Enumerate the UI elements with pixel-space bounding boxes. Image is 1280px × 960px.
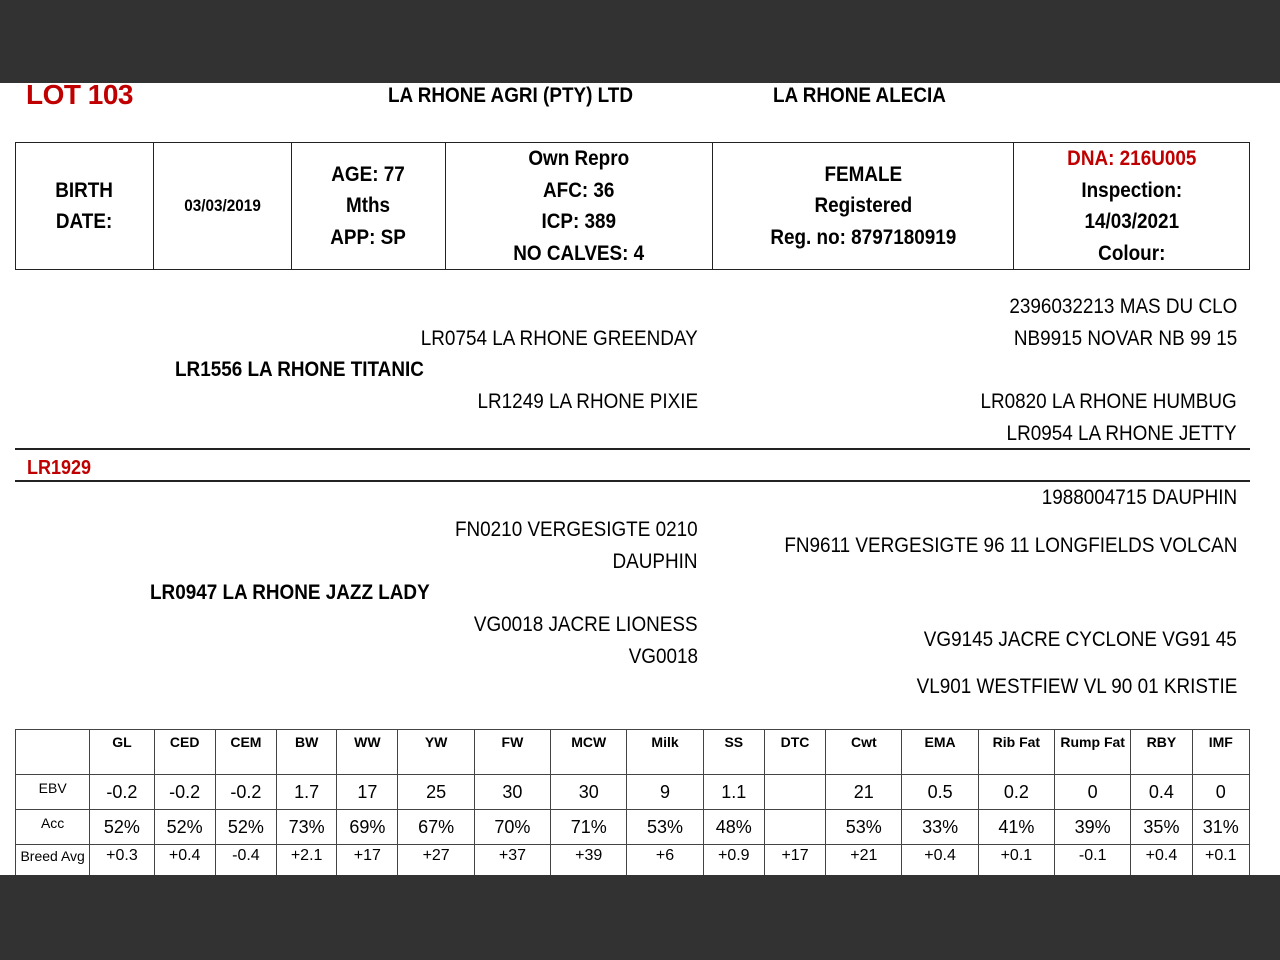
pedigree-sds: LR0820 LA RHONE HUMBUG — [980, 390, 1237, 413]
ebv-cell: 31% — [1192, 810, 1249, 845]
ebv-cell: -0.2 — [154, 775, 215, 810]
ebv-header-ss: SS — [703, 730, 764, 775]
ebv-cell: 0.4 — [1131, 775, 1192, 810]
ebv-cell: +0.4 — [154, 845, 215, 876]
dam-dam-line-2: VG0018 — [628, 645, 698, 668]
ebv-cell: 53% — [627, 810, 703, 845]
ebv-cell: 33% — [902, 810, 978, 845]
ebv-cell: -0.4 — [215, 845, 276, 876]
ebv-row-label: EBV — [16, 775, 90, 810]
ebv-cell: 0 — [1055, 775, 1131, 810]
birth-date-label: BIRTH DATE: — [16, 143, 154, 270]
registration-cell: FEMALE Registered Reg. no: 8797180919 — [713, 143, 1014, 270]
sire: LR1556 LA RHONE TITANIC — [175, 358, 424, 381]
pedigree-ssd: NB9915 NOVAR NB 99 15 — [1013, 327, 1237, 350]
ebv-cell: -0.1 — [1055, 845, 1131, 876]
ebv-cell: +27 — [398, 845, 474, 876]
pedigree-dds: VG9145 JACRE CYCLONE VG91 45 — [923, 628, 1237, 651]
ebv-cell: 0 — [1192, 775, 1249, 810]
ebv-cell: 17 — [337, 775, 398, 810]
ebv-cell: +21 — [826, 845, 902, 876]
ebv-header-cem: CEM — [215, 730, 276, 775]
dam-sire-line-1: FN0210 VERGESIGTE 0210 — [455, 518, 698, 541]
pedigree-sdd: LR0954 LA RHONE JETTY — [1006, 422, 1237, 445]
ebv-header-fw: FW — [474, 730, 550, 775]
ebv-row-ebv — [16, 775, 1250, 810]
ebv-cell: +37 — [474, 845, 550, 876]
ebv-header-bw: BW — [277, 730, 337, 775]
ebv-cell: 1.1 — [703, 775, 764, 810]
ebv-cell: +6 — [627, 845, 703, 876]
ebv-cell: +17 — [764, 845, 825, 876]
ebv-cell: +2.1 — [277, 845, 337, 876]
ebv-cell: 35% — [1131, 810, 1192, 845]
ebv-cell: 0.2 — [978, 775, 1054, 810]
ebv-header-ww: WW — [337, 730, 398, 775]
dam-dam-line-1: VG0018 JACRE LIONESS — [474, 613, 698, 636]
ebv-header-rib-fat: Rib Fat — [978, 730, 1054, 775]
ebv-cell — [764, 775, 825, 810]
animal-name: LA RHONE ALECIA — [773, 84, 946, 107]
ebv-cell: +0.1 — [978, 845, 1054, 876]
ebv-header-milk: Milk — [627, 730, 703, 775]
ebv-cell: 0.5 — [902, 775, 978, 810]
ebv-row-label: Acc — [16, 810, 90, 845]
ebv-cell: +0.9 — [703, 845, 764, 876]
ebv-header-gl: GL — [90, 730, 154, 775]
ebv-header-rby: RBY — [1131, 730, 1192, 775]
ebv-cell: 30 — [551, 775, 627, 810]
ebv-cell: 53% — [826, 810, 902, 845]
dam-sire-line-2: DAUPHIN — [612, 550, 698, 573]
sire-sire: LR0754 LA RHONE GREENDAY — [421, 327, 698, 350]
ebv-cell: +17 — [337, 845, 398, 876]
age-cell: AGE: 77 Mths APP: SP — [292, 143, 446, 270]
dna-value: DNA: 216U005 — [1066, 147, 1197, 170]
dna-inspection-cell: DNA: 216U005 Inspection: 14/03/2021 Colour: — [1014, 143, 1250, 270]
ebv-table — [15, 729, 1250, 875]
pedigree-sss: 2396032213 MAS DU CLO — [1009, 295, 1237, 318]
divider-top — [15, 448, 1250, 450]
ebv-header-yw: YW — [398, 730, 474, 775]
ebv-header-ema: EMA — [902, 730, 978, 775]
ebv-header-dtc: DTC — [764, 730, 825, 775]
ebv-cell: 70% — [474, 810, 550, 845]
ebv-cell: 52% — [154, 810, 215, 845]
ebv-cell: 52% — [215, 810, 276, 845]
pedigree-dsd: FN9611 VERGESIGTE 96 11 LONGFIELDS VOLCAN — [783, 534, 1237, 557]
ebv-header-ced: CED — [154, 730, 215, 775]
ebv-cell: 30 — [474, 775, 550, 810]
ebv-cell: +0.4 — [1131, 845, 1192, 876]
ebv-cell: 69% — [337, 810, 398, 845]
ebv-row-label: Breed Avg — [16, 845, 90, 876]
ebv-cell: 1.7 — [277, 775, 337, 810]
ebv-header-mcw: MCW — [551, 730, 627, 775]
birth-date-value: 03/03/2019 — [154, 143, 292, 270]
ebv-cell: 41% — [978, 810, 1054, 845]
ebv-cell: -0.2 — [90, 775, 154, 810]
ebv-cell: 21 — [826, 775, 902, 810]
lot-number: LOT 103 — [26, 83, 133, 110]
ebv-cell: 39% — [1055, 810, 1131, 845]
ebv-cell: 25 — [398, 775, 474, 810]
pedigree-ddd: VL901 WESTFIEW VL 90 01 KRISTIE — [916, 675, 1237, 698]
ebv-corner-cell — [16, 730, 90, 775]
repro-cell: Own Repro AFC: 36 ICP: 389 NO CALVES: 4 — [446, 143, 713, 270]
lot-sheet — [0, 83, 1280, 875]
ebv-cell: +0.1 — [1192, 845, 1249, 876]
ebv-cell: -0.2 — [215, 775, 276, 810]
dam: LR0947 LA RHONE JAZZ LADY — [150, 581, 430, 604]
owner-name: LA RHONE AGRI (PTY) LTD — [388, 84, 633, 107]
info-table — [15, 142, 1250, 270]
ebv-cell: +0.3 — [90, 845, 154, 876]
ebv-cell: 48% — [703, 810, 764, 845]
ebv-cell — [764, 810, 825, 845]
ebv-header-cwt: Cwt — [826, 730, 902, 775]
ebv-cell: +0.4 — [902, 845, 978, 876]
ebv-cell: +39 — [551, 845, 627, 876]
pedigree-dss: 1988004715 DAUPHIN — [1041, 486, 1237, 509]
ebv-header-rump-fat: Rump Fat — [1055, 730, 1131, 775]
sire-dam: LR1249 LA RHONE PIXIE — [477, 390, 698, 413]
ebv-cell: 73% — [277, 810, 337, 845]
ebv-cell: 71% — [551, 810, 627, 845]
ebv-cell: 52% — [90, 810, 154, 845]
ebv-cell: 67% — [398, 810, 474, 845]
ebv-header-imf: IMF — [1192, 730, 1249, 775]
ebv-row-acc — [16, 810, 1250, 845]
animal-id: LR1929 — [27, 457, 92, 479]
ebv-header-row — [16, 730, 1250, 775]
ebv-cell: 9 — [627, 775, 703, 810]
ebv-row-breed-avg — [16, 845, 1250, 876]
